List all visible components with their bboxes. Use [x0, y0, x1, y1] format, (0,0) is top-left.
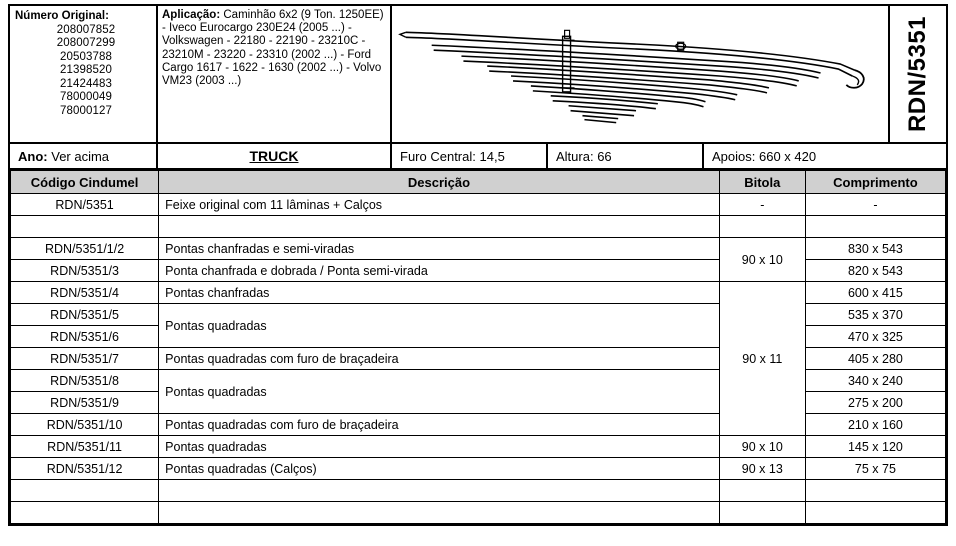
table-row [11, 194, 946, 216]
application-label: Aplicação: [162, 9, 221, 21]
cell-bitola: 90 x 13 [719, 458, 805, 480]
cell-bitola [719, 216, 805, 238]
cell-comprimento: - [805, 194, 945, 216]
cell-codigo [11, 502, 159, 524]
original-number: 21424483 [60, 77, 112, 90]
original-numbers-list [15, 24, 151, 119]
cell-descricao: Pontas quadradas com furo de braçadeira [159, 348, 720, 370]
cell-comprimento: 600 x 415 [805, 282, 945, 304]
cell-descricao: Feixe original com 11 lâminas + Calços [159, 194, 720, 216]
cell-comprimento [805, 502, 945, 524]
original-number: 78000127 [60, 104, 112, 117]
table-row [11, 238, 946, 260]
cell-codigo: RDN/5351/7 [11, 348, 159, 370]
cell-bitola: 90 x 10 [719, 238, 805, 282]
cell-comprimento: 820 x 543 [805, 260, 945, 282]
parts-table-wrapper [8, 170, 948, 526]
cell-descricao [159, 502, 720, 524]
cell-codigo: RDN/5351/8 [11, 370, 159, 392]
table-header-row [11, 171, 946, 194]
diagram-cell [392, 6, 890, 142]
application-cell [158, 6, 392, 142]
cell-descricao: Pontas chanfradas [159, 282, 720, 304]
segment-cell: TRUCK [158, 144, 392, 168]
cell-descricao: Pontas quadradas [159, 304, 720, 348]
cell-comprimento: 405 x 280 [805, 348, 945, 370]
spec-row [8, 144, 948, 170]
cell-comprimento [805, 480, 945, 502]
table-row [11, 282, 946, 304]
table-row [11, 370, 946, 392]
table-row [11, 304, 946, 326]
cell-comprimento: 75 x 75 [805, 458, 945, 480]
cell-codigo: RDN/5351/10 [11, 414, 159, 436]
table-row [11, 348, 946, 370]
table-row [11, 480, 946, 502]
product-code-cell [890, 6, 946, 142]
cell-bitola [719, 502, 805, 524]
cell-codigo: RDN/5351/5 [11, 304, 159, 326]
table-row [11, 458, 946, 480]
original-number: 20503788 [60, 50, 112, 63]
cell-bitola: - [719, 194, 805, 216]
cell-descricao: Pontas quadradas [159, 370, 720, 414]
cell-bitola [719, 480, 805, 502]
cell-comprimento: 470 x 325 [805, 326, 945, 348]
cell-descricao: Pontas quadradas [159, 436, 720, 458]
cell-comprimento: 830 x 543 [805, 238, 945, 260]
supports-value: 660 x 420 [759, 148, 817, 164]
cell-codigo: RDN/5351/12 [11, 458, 159, 480]
column-header-comprimento: Comprimento [805, 171, 945, 194]
cell-descricao: Pontas quadradas com furo de braçadeira [159, 414, 720, 436]
table-row [11, 216, 946, 238]
height-cell [548, 144, 704, 168]
table-row [11, 436, 946, 458]
year-cell [10, 144, 158, 168]
cell-descricao: Pontas chanfradas e semi-viradas [159, 238, 720, 260]
cell-comprimento [805, 216, 945, 238]
original-number: 208007852 [56, 23, 116, 36]
column-header-bitola: Bitola [719, 171, 805, 194]
original-number: 21398520 [60, 64, 112, 76]
cell-comprimento: 275 x 200 [805, 392, 945, 414]
cell-codigo: RDN/5351/4 [11, 282, 159, 304]
cell-descricao [159, 480, 720, 502]
center-hole-cell [392, 144, 548, 168]
table-row [11, 414, 946, 436]
year-value: Ver acima [51, 148, 110, 164]
cell-codigo: RDN/5351/1/2 [11, 238, 159, 260]
cell-comprimento: 145 x 120 [805, 436, 945, 458]
cell-codigo: RDN/5351 [11, 194, 159, 216]
leaf-spring-diagram-icon [392, 6, 888, 142]
center-hole-value: 14,5 [479, 148, 505, 164]
original-numbers-cell [10, 6, 158, 142]
parts-table [10, 170, 946, 524]
cell-codigo: RDN/5351/9 [11, 392, 159, 414]
application-text: Caminhão 6x2 (9 Ton. 1250EE) - Iveco Eurocargo 230E24 (2005 ...) - Volkswagen - 22180 - 22190 - 23210C - 23210M - 23220 - 23310 (2002 ...) - Ford Cargo 1617 - 1622 - 1630 (2002 ...) - Volvo VM23 (2003 ...) [162, 9, 384, 88]
cell-bitola: 90 x 10 [719, 436, 805, 458]
header-block [8, 4, 948, 144]
original-number: 78000049 [60, 91, 112, 103]
supports-cell [704, 144, 946, 168]
original-numbers-label: Número Original: [15, 10, 109, 22]
cell-codigo: RDN/5351/6 [11, 326, 159, 348]
cell-codigo: RDN/5351/3 [11, 260, 159, 282]
cell-codigo [11, 480, 159, 502]
product-code: RDN/5351 [904, 15, 931, 133]
height-label: Altura: [556, 148, 594, 164]
table-row [11, 502, 946, 524]
supports-label: Apoios: [712, 148, 756, 164]
cell-codigo [11, 216, 159, 238]
cell-codigo: RDN/5351/11 [11, 436, 159, 458]
table-row [11, 260, 946, 282]
cell-comprimento: 535 x 370 [805, 304, 945, 326]
center-hole-label: Furo Central: [400, 148, 476, 164]
cell-descricao [159, 216, 720, 238]
cell-bitola: 90 x 11 [719, 282, 805, 436]
year-label: Ano: [18, 148, 48, 164]
original-number: 208007299 [56, 37, 116, 49]
column-header-descricao: Descrição [159, 171, 720, 194]
cell-comprimento: 210 x 160 [805, 414, 945, 436]
column-header-codigo: Código Cindumel [11, 171, 159, 194]
cell-descricao: Pontas quadradas (Calços) [159, 458, 720, 480]
cell-comprimento: 340 x 240 [805, 370, 945, 392]
height-value: 66 [597, 148, 612, 164]
cell-descricao: Ponta chanfrada e dobrada / Ponta semi-virada [159, 260, 720, 282]
